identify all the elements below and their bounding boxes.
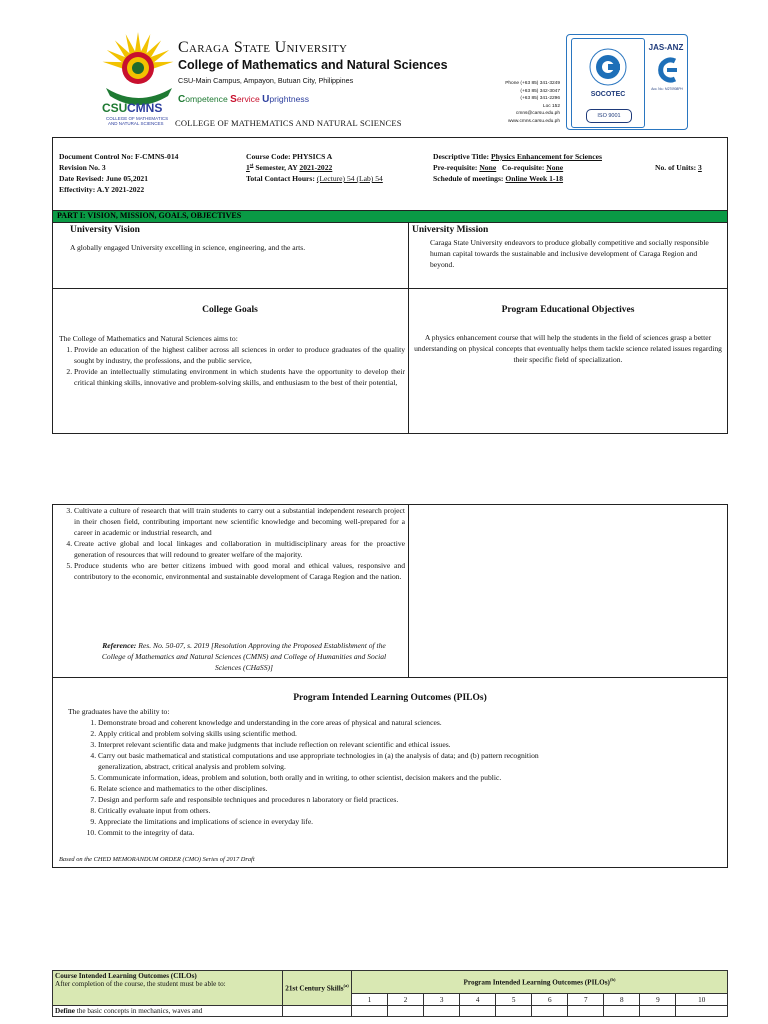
contact-hours-label: Total Contact Hours:	[246, 174, 317, 183]
revision: Revision No. 3	[59, 163, 106, 172]
units-value: 3	[698, 163, 702, 172]
info-col2	[246, 151, 383, 184]
iso-text: ISO 9001	[597, 113, 621, 119]
college-name-caps: COLLEGE OF MATHEMATICS AND NATURAL SCIENCES	[175, 118, 402, 128]
skills-header: 21st Century Skills	[285, 984, 344, 993]
peo-text: A physics enhancement course that will help the students in the field of sciences grasp a better understanding on physical concepts that eventually helps them tackle science related issues regarding their specific field of specialization.	[414, 333, 722, 364]
goal-item: 2. Provide an intellectually stimulating environment in which students have the opportunity to develop their critical thinking skills, innovative and problem-solving skills, and enthusiasm to the best of their potential,	[74, 366, 405, 388]
ched-note: Based on the CHED MEMORANDUM ORDER (CMO) Series of 2017 Draft	[59, 856, 255, 863]
units	[655, 162, 702, 173]
pilo-item: 8. Critically evaluate input from others.	[98, 805, 556, 816]
iso-label	[586, 109, 632, 123]
vision-title: University Vision	[70, 225, 140, 235]
campus-address: CSU-Main Campus, Ampayon, Butuan City, Philippines	[178, 76, 354, 85]
core-value-initial: C	[178, 94, 186, 105]
prereq-value: None	[479, 163, 497, 172]
core-value-rest: ervice	[236, 94, 263, 104]
empty-cell	[283, 1006, 352, 1017]
pilo-intro: The graduates have the ability to:	[68, 707, 170, 716]
semester-sup: st	[249, 163, 254, 169]
pilo-header-sup: (b)	[609, 977, 616, 983]
reference-label: Reference:	[102, 641, 137, 650]
pilo-list	[76, 717, 556, 838]
contact-block	[494, 80, 560, 126]
svg-text:AND NATURAL SCIENCES: AND NATURAL SCIENCES	[108, 121, 164, 126]
mission-text: Caraga State University endeavors to produce globally competitive and socially responsible human capital towards the sustainable and inclusive development of Caraga Region and beyond.	[430, 238, 709, 269]
pilo-item: 10. Commit to the integrity of data.	[98, 827, 556, 838]
pilo-item: 9. Appreciate the limitations and implications of science in everyday life.	[98, 816, 556, 827]
empty-cell	[640, 1006, 676, 1017]
empty-cell	[352, 1006, 388, 1017]
info-col3	[433, 151, 725, 184]
peo-title: Program Educational Objectives	[501, 305, 635, 315]
svg-text:CSU: CSU	[102, 101, 128, 115]
prereq-label: Pre-requisite:	[433, 163, 480, 172]
contact-line: cmns@carsu.edu.ph	[515, 111, 560, 117]
college-name: College of Mathematics and Natural Sciences	[178, 58, 448, 72]
divider	[52, 222, 728, 223]
course-code: Course Code: PHYSICS A	[246, 152, 333, 161]
descriptive-title	[433, 151, 725, 162]
pilo-number: 9	[640, 994, 676, 1006]
pilo-number: 4	[460, 994, 496, 1006]
core-value-rest: prightness	[269, 94, 310, 104]
pilo-number: 3	[424, 994, 460, 1006]
socotec-logo-icon	[588, 47, 628, 87]
semester-text: Semester, AY	[253, 163, 300, 172]
certification-badge	[566, 34, 688, 130]
empty-cell	[676, 1006, 728, 1017]
contact-line: Loc 152	[542, 103, 560, 109]
schedule	[433, 173, 725, 184]
coreq-label: Co-requisite:	[501, 163, 547, 172]
semester	[246, 162, 383, 173]
contact-line: (+63 85) 342-3047	[520, 88, 560, 94]
pilo-header: Program Intended Learning Outcomes (PILOs)	[463, 978, 610, 987]
pilo-item: 5. Communicate information, ideas, problem and solution, both orally and in writing, to other scientist, decision makers and the public.	[98, 772, 556, 783]
schedule-label: Schedule of meetings:	[433, 174, 506, 183]
cilo-header-sub: After completion of the course, the student must be able to:	[55, 980, 226, 988]
contact-hours-value: (Lecture) 54 (Lab) 54	[316, 174, 383, 183]
coreq-value: None	[546, 163, 564, 172]
cilo-header-cell	[53, 971, 283, 1006]
empty-cell	[496, 1006, 532, 1017]
pilo-item: 7. Design and perform safe and responsible techniques and procedures n laboratory or field practices.	[98, 794, 556, 805]
pilo-number: 1	[352, 994, 388, 1006]
cilo-header-title: Course Intended Learning Outcomes (CILOs)	[55, 972, 197, 980]
pilo-item: 2. Apply critical and problem solving skills using scientific method.	[98, 728, 556, 739]
core-value-initial: S	[230, 94, 237, 105]
contact-line: www.cmns.carsu.edu.ph	[508, 118, 560, 124]
pilo-number: 7	[568, 994, 604, 1006]
empty-cell	[604, 1006, 640, 1017]
info-col1	[59, 151, 178, 195]
contact-line: Phone (+63 85) 341-3249	[505, 81, 560, 86]
goal-item: 1. Provide an education of the highest caliber across all sciences in order to produce graduates of the quality sought by industry, the professions, and the public service,	[74, 344, 405, 366]
socotec-badge	[571, 38, 645, 128]
effectivity: Effectivity: A.Y 2021-2022	[59, 185, 145, 194]
pilo-item: 1. Demonstrate broad and coherent knowledge and understanding in the core areas of physical and natural sciences.	[98, 717, 556, 728]
part1-bar: PART I: VISION, MISSION, GOALS, OBJECTIVES	[53, 211, 727, 222]
empty-cell	[424, 1006, 460, 1017]
reference-text: Res. No. 50-07, s. 2019 [Resolution Approving the Proposed Establishment of the College of Mathematics and Natural Sciences (CMNS) and College of Humanities and Social Sciences (CHaSS)]	[101, 641, 387, 672]
empty-cell	[568, 1006, 604, 1017]
goals-list-continued	[52, 505, 405, 582]
pilo-header-cell	[352, 971, 728, 994]
goals-list	[52, 344, 405, 388]
empty-cell	[460, 1006, 496, 1017]
core-value-initial: U	[262, 94, 270, 105]
semester-ay: 2021-2022	[299, 163, 333, 172]
desc-title-value: Physics Enhancement for Sciences	[490, 152, 602, 161]
pilo-title: Program Intended Learning Outcomes (PILOs)	[293, 693, 487, 703]
goal-item: 3. Cultivate a culture of research that will train students to carry out a substantial independent research project in their chosen field, contributing important new scientific knowledge and becoming well-prepared for a career in academic or industrial research, and	[74, 505, 405, 538]
pilo-number: 2	[388, 994, 424, 1006]
column-divider	[408, 222, 409, 434]
pilo-item: 3. Interpret relevant scientific data and make judgments that include reflection on relevant scientific and ethical issues.	[98, 739, 556, 750]
jasanz-label: JAS-ANZ	[648, 43, 684, 52]
socotec-label: SOCOTEC	[590, 91, 626, 98]
cilo-table	[52, 970, 728, 1017]
units-label: No. of Units:	[655, 163, 699, 172]
svg-text:CMNS: CMNS	[127, 101, 163, 115]
empty-cell	[532, 1006, 568, 1017]
vision-text: A globally engaged University excelling in science, engineering, and the arts.	[70, 243, 306, 252]
pilo-item: 4. Carry out basic mathematical and statistical computations and use appropriate technologies in (a) the analysis of data; and (b) pattern recognition generalization, abstract, critical analysis and problem solving.	[98, 750, 556, 772]
doc-control: Document Control No: F-CMNS-014	[59, 152, 179, 161]
column-divider	[408, 504, 409, 677]
cilo-verb: Define	[55, 1007, 75, 1015]
requisites	[433, 162, 725, 173]
core-values	[178, 94, 309, 105]
university-name: Caraga State University	[178, 39, 348, 56]
schedule-value: Online Week 1-18	[505, 174, 564, 183]
jasanz-logo-icon	[655, 57, 679, 83]
cilo-row-cell	[53, 1006, 283, 1017]
cilo-text: the basic concepts in mechanics, waves and	[74, 1007, 203, 1015]
goals-intro: The College of Mathematics and Natural Sciences aims to:	[59, 334, 238, 343]
contact-hours	[246, 173, 383, 184]
goal-item: 5. Produce students who are better citizens imbued with good moral and ethical values, responsive and contributory to the economic, environmental and sustainable development of Caraga Region and the nation.	[74, 560, 405, 582]
contact-line: (+63 85) 341-2296	[520, 96, 560, 102]
skills-header-cell	[283, 971, 352, 1006]
mission-title: University Mission	[412, 225, 489, 235]
semester-num: 1	[246, 163, 250, 172]
skills-header-sup: (a)	[343, 983, 349, 989]
csu-logo	[100, 30, 178, 134]
pilo-item: 6. Relate science and mathematics to the other disciplines.	[98, 783, 556, 794]
divider	[52, 288, 728, 289]
pilo-number: 5	[496, 994, 532, 1006]
desc-title-label: Descriptive Title:	[433, 152, 491, 161]
divider	[52, 677, 728, 678]
core-value-rest: ompetence	[185, 94, 231, 104]
reference-note	[90, 640, 398, 673]
date-revised: Date Revised: June 05,2021	[59, 174, 149, 183]
goals-title: College Goals	[202, 305, 258, 315]
pilo-number: 8	[604, 994, 640, 1006]
goal-item: 4. Create active global and local linkages and collaboration in multidisciplinary areas for the proactive generation of resources that will redound to greater welfare of the majority.	[74, 538, 405, 560]
empty-cell	[388, 1006, 424, 1017]
csu-seal-icon	[100, 30, 178, 134]
svg-text:COLLEGE OF MATHEMATICS: COLLEGE OF MATHEMATICS	[106, 116, 169, 121]
pilo-number: 10	[676, 994, 728, 1006]
jasanz-sub: Acc. No.: M270908PH	[651, 87, 683, 91]
pilo-number: 6	[532, 994, 568, 1006]
